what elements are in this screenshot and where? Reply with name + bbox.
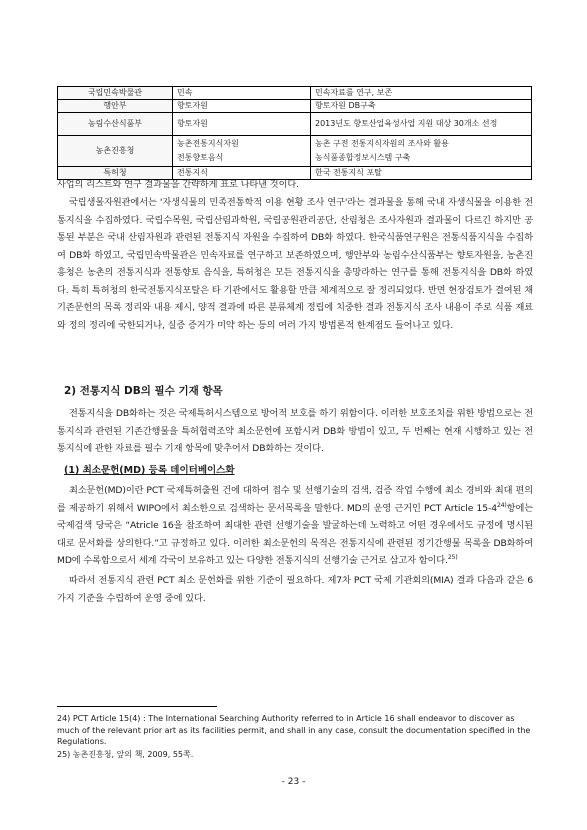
table-subcell: 농촌전통지식자원 bbox=[177, 139, 239, 148]
footnote bbox=[57, 713, 533, 748]
table-cell: 한국 전통지식 포탈 bbox=[311, 167, 532, 180]
table-cell bbox=[311, 136, 532, 167]
table-cell: 농촌진흥청 bbox=[58, 136, 173, 167]
table-row bbox=[58, 113, 532, 136]
paragraph-text: 최소문헌(MD)이란 PCT 국제특허출원 건에 대하여 접수 및 선행기술의 검색, 검증 작업 수행에 최소 경비와 최대 편의를 제공하기 위해서 WIPO에서 최소한으로 검색하는 문서목록을 말한다. MD의 운영 근거인 PCT Article 15-4 bbox=[57, 485, 533, 514]
section-heading: 2) 전통지식 DB의 필수 기재 항목 bbox=[64, 385, 223, 397]
page-number: - 23 - bbox=[281, 777, 306, 787]
footnote-divider bbox=[57, 706, 217, 707]
table-cell: 국립민속박물관 bbox=[58, 87, 173, 100]
footnote: 25) 농촌진흥청, 앞의 책, 2009, 55쪽. bbox=[57, 750, 194, 759]
table-cell: 민속 bbox=[173, 87, 311, 100]
paragraph-text: 항에는 국제검색 당국은 “Atricle 16을 참조하여 최대한 관련 선행기술을 발굴하는데 노력하고 어떤 경우에서도 규정에 명시된 대로 문서화를 상의한다.”고 규정하고 있다. 이러한 최소문헌의 목적은 전통지식에 관련된 정기간행물 목록을 DB화하여 MD에 수록함으로서 세계 각국이 보유하고 있는 다양한 전통지식의 선행기술 근거로 삼고자 함이다. bbox=[57, 502, 533, 566]
table-cell: 민속자료를 연구, 보존 bbox=[311, 87, 532, 100]
table-cell: 농림수산식품부 bbox=[58, 113, 173, 136]
table-cell bbox=[173, 136, 311, 167]
footnote-ref[interactable]: 25) bbox=[447, 553, 458, 561]
footnote-text: PCT Article 15(4) : The International Searching Authority referred to in Article 16 shall endeavor to discover as much of the relevant prior art as its facilities permit, and shall in any case, consult the documentation specified in the Regulations. bbox=[57, 714, 531, 746]
paragraph: 따라서 전통지식 관련 PCT 최소 문헌화를 위한 기준이 필요하다. 제7차 PCT 국제 기관회의(MIA) 결과 다음과 같은 6가지 기준을 수립하여 운영 중에 있다. bbox=[57, 575, 533, 604]
table-row bbox=[58, 100, 532, 113]
paragraph: 국립생물자원관에서는 '자생식물의 민족전통학적 이용 현황 조사 연구'라는 결과물을 통해 국내 자생식물을 이용한 전통지식을 수집하였다. 국립수목원, 국립산림과학원, 국립공원관리공단, 산림청은 조사자원과 결과물이 다르긴 하지만 공통된 부분은 국내 산림자원과 관련된 전통지식 자원을 수집하여 DB화 하였다. 한국식품연구원은 전통식품지식을 수집하여 DB화 하였고, 국립민속박물관은 민속자료를 연구하고 보존하였으며, 행안부와 농림수산식품부는 향토자원을, 농촌진흥청은 농촌의 전통지식과 전통향토 음식을, 특허청은 모든 전통지식을 총망라하는 연구를 통해 전통지식을 DB화 하였다. 특히 특허청의 한국전통지식포탈은 타 기관에서도 활용할 만큼 체계적으로 잘 정리되었다. 반면 현장검토가 결여된 채 기존문헌의 목록 정리와 내용 제시, 양적 결과에 따른 분류체계 정립에 치중한 결과 전통지식 조사 내용이 주로 식품 재료와 정의 정리에 국한되거나, 실증 증거가 미약 하는 등의 여러 가지 방법론적 한계점도 들어나고 있다. bbox=[57, 197, 533, 331]
table-cell: 향토자원 bbox=[173, 100, 311, 113]
paragraph: 사업의 리스트와 연구 결과물을 간략하게 표로 나타낸 것이다. bbox=[57, 179, 299, 190]
table-row bbox=[58, 87, 532, 100]
paragraph bbox=[57, 482, 533, 570]
table-subcell: 농식품종합정보시스템 구축 bbox=[315, 153, 411, 162]
table-row bbox=[58, 136, 532, 167]
table-cell: 향토자원 bbox=[173, 113, 311, 136]
table-cell: 특허청 bbox=[58, 167, 173, 180]
table-cell: 행안부 bbox=[58, 100, 173, 113]
table-cell: 향토자원 DB구축 bbox=[311, 100, 532, 113]
footnote-ref[interactable]: 24) bbox=[496, 501, 507, 509]
table-subcell: 전통향토음식 bbox=[177, 153, 224, 162]
footnote-number: 24) bbox=[57, 714, 71, 723]
paragraph: 전통지식을 DB화하는 것은 국제특허시스템으로 방어적 보호를 하기 위함이다. 이러한 보호조치를 위한 방법으로는 전통지식과 관련된 기존간행물을 특허협력조약 최소문헌에 포함시켜 DB화 방법이 있고, 두 번째는 현재 시행하고 있는 전통지식에 관한 자료를 필수 기재 항목에 맞추어서 DB화하는 것이다. bbox=[57, 408, 533, 454]
table-subcell: 농촌 구전 전통지식자원의 조사와 활용 bbox=[315, 139, 449, 148]
subsection-heading: (1) 최소문헌(MD) 등록 데이터베이스화 bbox=[64, 465, 235, 476]
table-cell: 전통지식 bbox=[173, 167, 311, 180]
institution-table bbox=[57, 86, 532, 180]
table-cell: 2013년도 향토산업육성사업 지원 대상 30개소 선정 bbox=[311, 113, 532, 136]
